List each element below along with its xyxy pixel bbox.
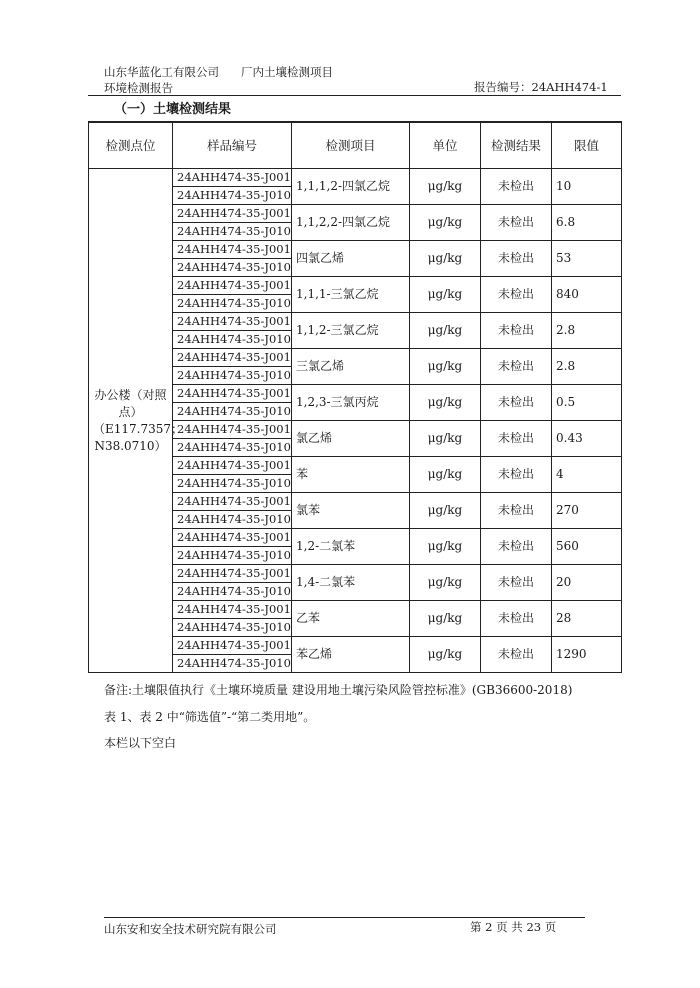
result-cell: 未检出	[481, 349, 552, 385]
sample-number: 24AHH474-35-J010	[173, 295, 292, 313]
header-sample-no: 样品编号	[173, 122, 292, 169]
sample-number: 24AHH474-35-J010	[173, 655, 292, 673]
test-item-cell: 1,4-二氯苯	[292, 565, 410, 601]
result-cell: 未检出	[481, 205, 552, 241]
limit-cell: 6.8	[552, 205, 622, 241]
sample-number: 24AHH474-35-J010	[173, 439, 292, 457]
sample-number: 24AHH474-35-J010	[173, 547, 292, 565]
sample-number: 24AHH474-35-J001	[173, 313, 292, 331]
result-cell: 未检出	[481, 529, 552, 565]
header-divider	[88, 95, 621, 96]
sample-number: 24AHH474-35-J001	[173, 385, 292, 403]
limit-cell: 28	[552, 601, 622, 637]
sample-number: 24AHH474-35-J001	[173, 637, 292, 655]
sample-number: 24AHH474-35-J010	[173, 367, 292, 385]
result-cell: 未检出	[481, 493, 552, 529]
unit-cell: μg/kg	[410, 493, 481, 529]
limit-cell: 840	[552, 277, 622, 313]
limit-cell: 0.43	[552, 421, 622, 457]
unit-cell: μg/kg	[410, 421, 481, 457]
test-item-cell: 1,1,2-三氯乙烷	[292, 313, 410, 349]
sample-number: 24AHH474-35-J010	[173, 331, 292, 349]
test-item-cell: 乙苯	[292, 601, 410, 637]
sample-number: 24AHH474-35-J001	[173, 205, 292, 223]
unit-cell: μg/kg	[410, 637, 481, 673]
unit-cell: μg/kg	[410, 169, 481, 205]
limit-cell: 10	[552, 169, 622, 205]
sample-number: 24AHH474-35-J010	[173, 259, 292, 277]
test-item-cell: 1,1,1,2-四氯乙烷	[292, 169, 410, 205]
footer-org: 山东安和安全技术研究院有限公司	[104, 922, 277, 936]
sample-number: 24AHH474-35-J001	[173, 493, 292, 511]
sample-number: 24AHH474-35-J001	[173, 277, 292, 295]
result-cell: 未检出	[481, 457, 552, 493]
unit-cell: μg/kg	[410, 241, 481, 277]
header-left	[104, 64, 333, 96]
sample-number: 24AHH474-35-J001	[173, 169, 292, 187]
sample-number: 24AHH474-35-J001	[173, 601, 292, 619]
sample-number: 24AHH474-35-J001	[173, 421, 292, 439]
test-item-cell: 苯乙烯	[292, 637, 410, 673]
result-cell: 未检出	[481, 241, 552, 277]
test-item-cell: 1,1,2,2-四氯乙烷	[292, 205, 410, 241]
test-item-cell: 苯	[292, 457, 410, 493]
unit-cell: μg/kg	[410, 565, 481, 601]
sample-number: 24AHH474-35-J010	[173, 583, 292, 601]
unit-cell: μg/kg	[410, 349, 481, 385]
unit-cell: μg/kg	[410, 313, 481, 349]
limit-cell: 1290	[552, 637, 622, 673]
company-name: 山东华蓝化工有限公司	[104, 65, 219, 79]
header-limit: 限值	[552, 122, 622, 169]
test-item-cell: 四氯乙烯	[292, 241, 410, 277]
sample-number: 24AHH474-35-J001	[173, 241, 292, 259]
result-cell: 未检出	[481, 277, 552, 313]
header-unit: 单位	[410, 122, 481, 169]
header-test-item: 检测项目	[292, 122, 410, 169]
table-header-row	[89, 122, 622, 169]
unit-cell: μg/kg	[410, 601, 481, 637]
results-table	[88, 121, 622, 673]
limit-cell: 560	[552, 529, 622, 565]
unit-cell: μg/kg	[410, 529, 481, 565]
location-cell	[89, 169, 184, 673]
table-body	[89, 169, 622, 673]
page-number: 第 2 页 共 23 页	[470, 920, 557, 934]
test-item-cell: 三氯乙烯	[292, 349, 410, 385]
test-item-cell: 1,2-二氯苯	[292, 529, 410, 565]
result-cell: 未检出	[481, 637, 552, 673]
limit-cell: 20	[552, 565, 622, 601]
location-coords: （E117.7357；N38.0710）	[93, 421, 184, 453]
limit-cell: 2.8	[552, 349, 622, 385]
sample-number: 24AHH474-35-J001	[173, 565, 292, 583]
test-item-cell: 1,1,1-三氯乙烷	[292, 277, 410, 313]
sample-number: 24AHH474-35-J001	[173, 457, 292, 475]
limit-cell: 270	[552, 493, 622, 529]
header-result: 检测结果	[481, 122, 552, 169]
footer-divider	[104, 917, 585, 918]
unit-cell: μg/kg	[410, 457, 481, 493]
blank-below-note: 本栏以下空白	[104, 736, 177, 750]
limit-cell: 2.8	[552, 313, 622, 349]
test-item-cell: 氯苯	[292, 493, 410, 529]
unit-cell: μg/kg	[410, 385, 481, 421]
sample-number: 24AHH474-35-J010	[173, 403, 292, 421]
result-cell: 未检出	[481, 385, 552, 421]
unit-cell: μg/kg	[410, 277, 481, 313]
test-item-cell: 1,2,3-三氯丙烷	[292, 385, 410, 421]
unit-cell: μg/kg	[410, 205, 481, 241]
report-number: 报告编号：24AHH474-1	[474, 80, 608, 94]
report-type: 环境检测报告	[104, 81, 173, 95]
sample-number: 24AHH474-35-J010	[173, 475, 292, 493]
result-cell: 未检出	[481, 421, 552, 457]
test-item-cell: 氯乙烯	[292, 421, 410, 457]
limit-cell: 0.5	[552, 385, 622, 421]
sample-number: 24AHH474-35-J001	[173, 349, 292, 367]
project-name: 厂内土壤检测项目	[241, 65, 333, 79]
limit-cell: 4	[552, 457, 622, 493]
result-cell: 未检出	[481, 169, 552, 205]
note-screening: 表 1、表 2 中“筛选值”-“第二类用地”。	[104, 710, 316, 724]
note-standard: 备注:土壤限值执行《土壤环境质量 建设用地土壤污染风险管控标准》(GB36600-2018)	[104, 683, 573, 697]
location-name: 办公楼（对照点）	[94, 387, 167, 419]
header-location: 检测点位	[89, 122, 173, 169]
limit-cell: 53	[552, 241, 622, 277]
result-cell: 未检出	[481, 601, 552, 637]
sample-number: 24AHH474-35-J010	[173, 187, 292, 205]
result-cell: 未检出	[481, 565, 552, 601]
result-cell: 未检出	[481, 313, 552, 349]
table-row	[89, 169, 622, 187]
sample-number: 24AHH474-35-J010	[173, 511, 292, 529]
sample-number: 24AHH474-35-J010	[173, 619, 292, 637]
sample-number: 24AHH474-35-J010	[173, 223, 292, 241]
section-title: （一）土壤检测结果	[114, 102, 232, 117]
sample-number: 24AHH474-35-J001	[173, 529, 292, 547]
